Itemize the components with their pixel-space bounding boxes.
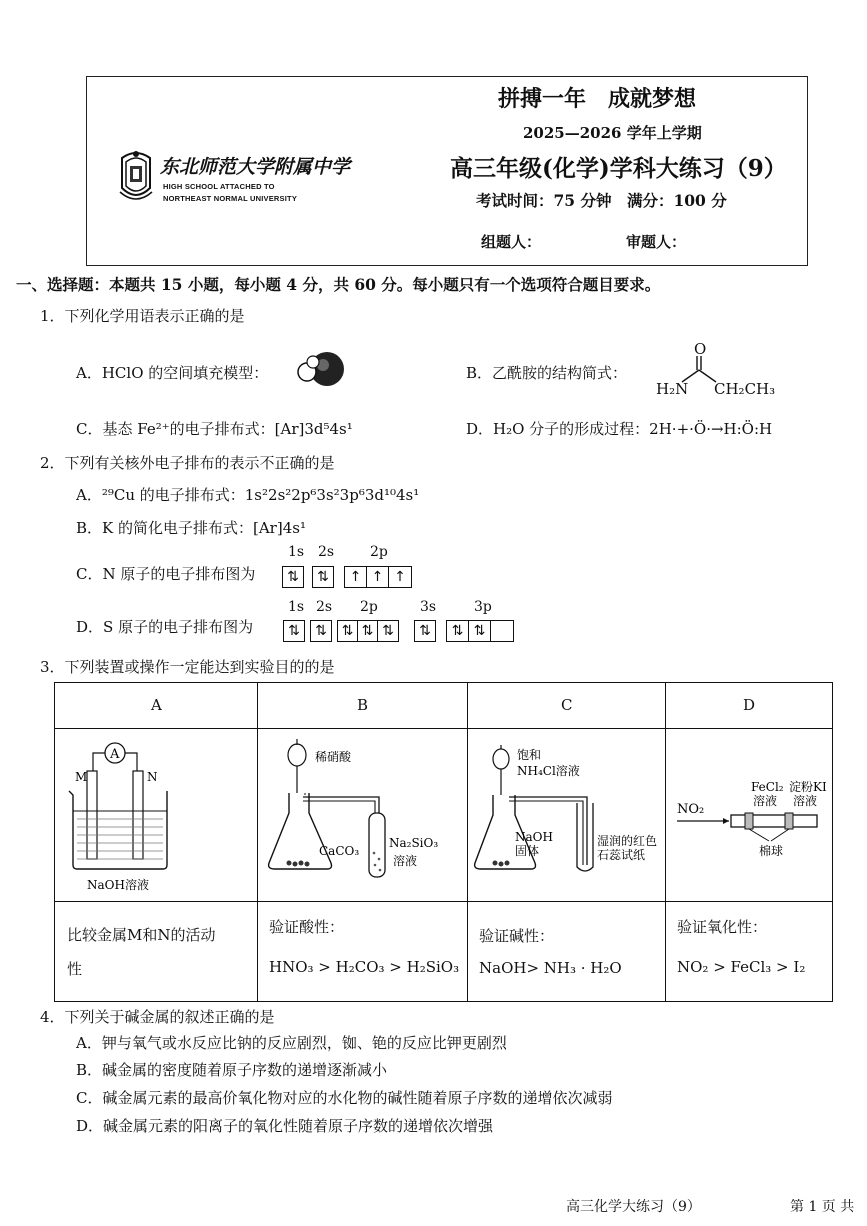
detail-d: NO₂ > FeCl₃ > I₂ [677,958,806,976]
fecl2-solution-label: 溶液 [753,794,778,808]
purpose-a-cont: 性 [67,960,83,978]
q2-option-b: B．K 的简化电子排布式：[Ar]4s¹ [76,519,306,537]
school-name-cn: 东北师范大学附属中学 [160,156,351,178]
footer-title: 高三化学大练习（9） [566,1199,701,1215]
nh4cl-solution-label: NH₄Cl溶液 [517,764,580,778]
solution-label: 溶液 [393,854,418,868]
naoh-solution-label: NaOH溶液 [87,878,149,892]
acidity-apparatus [263,733,463,898]
q4-option-d: D．碱金属元素的阳离子的氧化性随着原子序数的递增依次增强 [76,1117,494,1135]
q2-option-a: A．²⁹Cu 的电子排布式：1s²2s²2p⁶3s²3p⁶3d¹⁰4s¹ [76,486,420,504]
saturated-label: 饱和 [517,748,542,762]
na2sio3-label: Na₂SiO₃ [389,836,439,850]
litmus-label-2: 石蕊试纸 [597,848,646,862]
motto: 拼搏一年 成就梦想 [498,86,697,112]
table-header-d: D [743,696,756,714]
space-filling-model-icon [293,348,349,388]
exam-info: 考试时间：75 分钟 满分：100 分 [476,191,727,210]
purpose-a: 比较金属M和N的活动 [67,926,216,944]
experiment-table [54,682,833,1002]
struct-o: O [694,340,707,358]
section-heading: 一、选择题：本题共 15 小题，每小题 4 分，共 60 分。每小题只有一个选项符合题目要求。 [16,275,661,294]
setter-label: 组题人： [481,233,542,251]
table-header-c: C [561,696,573,714]
q2-option-d: D．S 原子的电子排布图为 [76,618,254,636]
page-title: 高三年级(化学)学科大练习（9） [450,155,787,182]
orbital-label: 2s [316,599,333,615]
purpose-d: 验证氧化性： [677,918,768,936]
dilute-nitric-acid-label: 稀硝酸 [315,750,352,764]
q2-stem: 2．下列有关核外电子排布的表示不正确的是 [40,454,335,472]
oxidation-apparatus [671,733,827,898]
detail-c: NaOH> NH₃ · H₂O [479,959,622,977]
table-header-b: B [357,696,369,714]
q1-option-a: A．HClO 的空间填充模型： [76,364,269,382]
q4-stem: 4．下列关于碱金属的叙述正确的是 [40,1008,275,1026]
orbital-box-2p: ⇅ ⇅ ⇅ [337,620,399,642]
q1-option-b: B．乙酰胺的结构简式： [466,364,628,382]
orbital-box-3p: ⇅ ⇅ [446,620,514,642]
litmus-label-1: 湿润的红色 [597,834,658,848]
orbital-box-1s: ⇅ [283,620,305,642]
term: 2025—2026 学年上学期 [523,124,702,142]
electrolysis-apparatus [63,733,253,898]
starch-ki-solution-label: 溶液 [793,794,818,808]
orbital-label: 2p [360,599,378,615]
fecl2-label: FeCl₂ [751,780,784,794]
naoh-label: NaOH [515,830,553,844]
basicity-apparatus [471,733,663,898]
reviewer-label: 审题人： [626,233,687,251]
orbital-label: 1s [288,599,305,615]
table-header-a: A [151,696,162,714]
orbital-label: 3s [420,599,437,615]
electrode-m-label: M [75,770,88,784]
q1-option-c: C．基态 Fe²⁺的电子排布式：[Ar]3d⁵4s¹ [76,420,353,438]
q4-option-c: C．碱金属元素的最高价氧化物对应的水化物的碱性随着原子序数的递增依次减弱 [76,1089,613,1107]
q3-stem: 3．下列装置或操作一定能达到实验目的的是 [40,658,335,676]
orbital-box-1s: ⇅ [282,566,304,588]
orbital-box-3s: ⇅ [414,620,436,642]
orbital-label: 3p [474,599,492,615]
cotton-label: 棉球 [759,844,784,858]
orbital-box-2p: ↑ ↑ ↑ [344,566,412,588]
school-name-en-line1: HIGH SCHOOL ATTACHED TO [163,182,275,191]
orbital-label: 1s [288,544,305,560]
no2-label: NO₂ [677,802,705,817]
struct-ch2ch3: CH₂CH₃ [714,380,776,398]
purpose-b: 验证酸性： [269,918,345,936]
detail-b: HNO₃ > H₂CO₃ > H₂SiO₃ [269,958,460,976]
q4-option-a: A．钾与氧气或水反应比钠的反应剧烈，铷、铯的反应比钾更剧烈 [76,1034,507,1052]
orbital-label: 2s [318,544,335,560]
orbital-box-2s: ⇅ [312,566,334,588]
caco3-label: CaCO₃ [319,844,360,858]
page-number: 第 1 页 共 [790,1199,855,1215]
purpose-c: 验证碱性： [479,927,555,945]
orbital-box-2s: ⇅ [310,620,332,642]
school-name-en-line2: NORTHEAST NORMAL UNIVERSITY [163,194,298,203]
ammeter-label: A [110,747,120,762]
orbital-label: 2p [370,544,388,560]
q4-option-b: B．碱金属的密度随着原子序数的递增逐渐减小 [76,1061,388,1079]
electrode-n-label: N [147,770,158,784]
q2-option-c: C．N 原子的电子排布图为 [76,565,256,583]
q1-stem: 1．下列化学用语表示正确的是 [40,307,245,325]
struct-h2n: H₂N [656,380,689,398]
starch-ki-label: 淀粉KI [789,780,827,794]
q1-option-d: D．H₂O 分子的形成过程：2H·+·Ö·→H:Ö:H [466,420,773,438]
solid-label: 固体 [515,844,540,858]
school-logo-icon [118,148,154,204]
